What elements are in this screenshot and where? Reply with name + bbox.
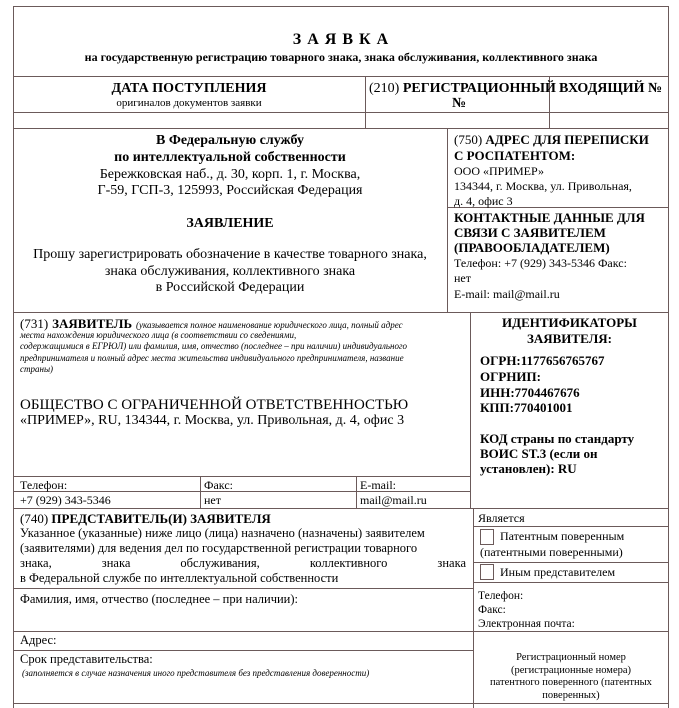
divider — [13, 312, 669, 313]
statement-line-3: в Российской Федерации — [155, 280, 305, 295]
form-title: З А Я В К А — [292, 31, 390, 48]
contacts-label-2: СВЯЗИ С ЗАЯВИТЕЛЕМ — [454, 225, 606, 240]
applicant-instructions: места нахождения юридического лица (в соответствии со сведениями, содержащимися в ЕГРЮЛ) или фамилия, имя, отчество (последнее – при наличии) индивидуального предпринимателя и полный адрес места жительства индивидуального предпринимателя, название страны) — [20, 330, 407, 374]
identifier-ogrn: ОГРН:1177656765767 — [480, 353, 605, 368]
applicant-email-label: E-mail: — [360, 478, 396, 492]
contacts-email: E-mail: mail@mail.ru — [454, 287, 560, 301]
representative-phone-label: Телефон: — [478, 590, 524, 602]
divider — [13, 128, 669, 129]
applicant-phone-value: +7 (929) 343-5346 — [20, 493, 111, 507]
other-representative-checkbox[interactable] — [480, 564, 494, 580]
date-received-sublabel: оригиналов документов заявки — [116, 97, 262, 109]
date-received-label: ДАТА ПОСТУПЛЕНИЯ — [111, 81, 267, 96]
divider — [473, 526, 669, 527]
statement-title: ЗАЯВЛЕНИЕ — [186, 216, 274, 231]
divider — [13, 76, 669, 77]
country-code-label-2: ВОИС ST.3 (если он — [480, 446, 598, 461]
correspondence-label: (750) АДРЕС ДЛЯ ПЕРЕПИСКИ — [454, 132, 649, 147]
applicant-email-value: mail@mail.ru — [360, 493, 427, 507]
applicant-name: ОБЩЕСТВО С ОГРАНИЧЕННОЙ ОТВЕТСТВЕННОСТЬЮ — [20, 397, 409, 413]
representative-address-label: Адрес: — [20, 633, 57, 647]
country-code-label-3: установлен): RU — [480, 461, 577, 476]
term-label: Срок представительства: — [20, 652, 153, 666]
applicant-phone-label: Телефон: — [20, 478, 68, 492]
identifiers-title: ИДЕНТИФИКАТОРЫ — [502, 315, 637, 330]
statement-line-1: Прошу зарегистрировать обозначение в качестве товарного знака, — [33, 247, 427, 262]
patent-attorney-option-2: (патентными поверенными) — [480, 545, 623, 559]
representative-description: Указанное (указанные) ниже лицо (лица) назначено (назначены) заявителем (заявителями) для ведения дел по государственной регистрации товарного знака, знака обслуживания, коллективного знака в Федеральной службе по интеллектуальной собственности — [20, 526, 466, 585]
contacts-label-3: (ПРАВООБЛАДАТЕЛЕМ) — [454, 240, 610, 255]
identifier-kpp: КПП:770401001 — [480, 400, 573, 415]
other-representative-option: Иным представителем — [500, 565, 616, 579]
representative-type-label: Является — [478, 511, 525, 525]
correspondence-org: ООО «ПРИМЕР» — [454, 164, 544, 178]
identifiers-subtitle: ЗАЯВИТЕЛЯ: — [527, 331, 612, 346]
representative-section-header: (740) ПРЕДСТАВИТЕЛЬ(И) ЗАЯВИТЕЛЯ — [20, 511, 271, 526]
statement-line-2: знака обслуживания, коллективного знака — [104, 264, 356, 279]
divider — [447, 128, 448, 312]
correspondence-address-1: 134344, г. Москва, ул. Привольная, — [454, 179, 632, 193]
contacts-label-1: КОНТАКТНЫЕ ДАННЫЕ ДЛЯ — [454, 210, 645, 225]
divider — [473, 562, 669, 563]
form-subtitle: на государственную регистрацию товарного знака, знака обслуживания, коллективного знака — [84, 50, 598, 64]
patent-attorney-checkbox[interactable] — [480, 529, 494, 545]
applicant-fax-value: нет — [204, 493, 221, 507]
recipient-address-1: Бережковская наб., д. 30, корп. 1, г. Москва, — [99, 167, 361, 182]
divider — [13, 650, 474, 651]
contacts-fax: нет — [454, 271, 471, 285]
applicant-address: «ПРИМЕР», RU, 134344, г. Москва, ул. Привольная, д. 4, офис 3 — [20, 413, 405, 428]
representative-email-label: Электронная почта: — [478, 618, 575, 630]
incoming-number-label: ВХОДЯЩИЙ № — [559, 81, 663, 96]
representative-fax-label: Факс: — [478, 604, 506, 616]
applicant-section-header: (731) ЗАЯВИТЕЛЬ (указывается полное наименование юридического лица, полный адрес — [20, 316, 403, 331]
divider — [13, 703, 669, 704]
divider — [13, 508, 669, 509]
full-name-label: Фамилия, имя, отчество (последнее – при наличии): — [20, 592, 299, 606]
divider — [13, 491, 471, 492]
country-code-label-1: КОД страны по стандарту — [480, 431, 635, 446]
patent-attorney-reg-number-label: Регистрационный номер (регистрационные номера) патентного поверенного (патентных поверенных) — [490, 652, 652, 701]
identifier-inn: ИНН:7704467676 — [480, 385, 580, 400]
registration-number-label: (210) РЕГИСТРАЦИОННЫЙ — [369, 81, 556, 96]
divider — [356, 476, 357, 508]
identifier-ogrnip: ОГРНИП: — [480, 369, 541, 384]
correspondence-address-2: д. 4, офис 3 — [454, 194, 513, 208]
term-note: (заполняется в случае назначения иного представителя без представления доверенности) — [22, 668, 370, 678]
patent-attorney-option: Патентным поверенным — [500, 529, 625, 543]
recipient-line-2: по интеллектуальной собственности — [114, 150, 346, 165]
registration-number-sign: № — [452, 96, 467, 111]
divider — [365, 76, 366, 128]
divider — [13, 112, 669, 113]
frame-top-border — [13, 6, 669, 7]
contacts-phone: Телефон: +7 (929) 343-5346 Факс: — [454, 256, 627, 270]
applicant-fax-label: Факс: — [204, 478, 233, 492]
divider — [473, 582, 669, 583]
recipient-line-1: В Федеральную службу — [156, 133, 304, 148]
recipient-address-2: Г-59, ГСП-3, 125993, Российская Федерация — [97, 183, 363, 198]
correspondence-label-2: С РОСПАТЕНТОМ: — [454, 148, 576, 163]
divider — [13, 476, 471, 477]
divider — [200, 476, 201, 508]
divider — [13, 588, 474, 589]
